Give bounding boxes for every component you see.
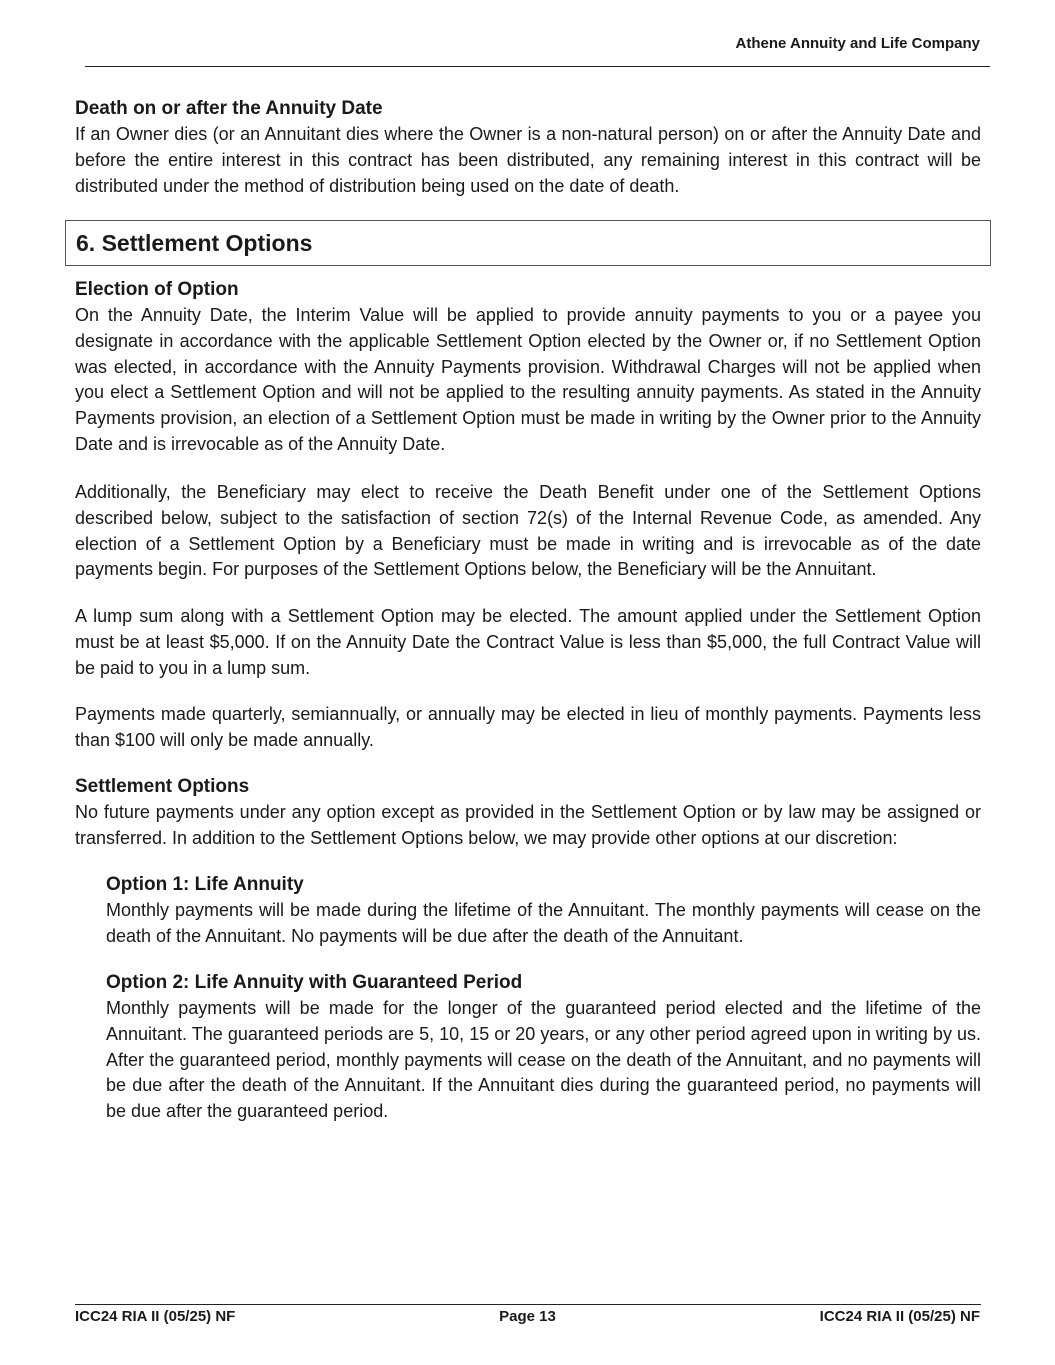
options-heading: Settlement Options [75, 776, 250, 797]
option-1-text: Monthly payments will be made during the lifetime of the Annuitant. The monthly payments will cease on the death of the Annuitant. No payments will be due after the death of the Annuitant. [106, 900, 981, 946]
option-2-text: Monthly payments will be made for the longer of the guaranteed period elected and the lifetime of the Annuitant. The guaranteed periods are 5, 10, 15 or 20 years, or any other period agreed upon in writing by us. After the guaranteed period, monthly payments will cease on the death of the Annuitant, and no payments will be due after the death of the Annuitant. If the Annuitant dies during the guaranteed period, no payments will be due after the guaranteed period. [106, 998, 981, 1122]
death-paragraph: If an Owner dies (or an Annuitant dies where the Owner is a non-natural person) on or after the Annuity Date and before the entire interest in this contract has been distributed, any remaining interest in this contract will be distributed under the method of distribution being used on the date of death. [75, 124, 981, 196]
header-divider [85, 66, 990, 67]
options-paragraph: No future payments under any option except as provided in the Settlement Option or by law may be assigned or transferred. In addition to the Settlement Options below, we may provide other options at our discretion: [75, 802, 981, 848]
election-paragraph-2: Additionally, the Beneficiary may elect to receive the Death Benefit under one of the Settlement Options described below, subject to the satisfaction of section 72(s) of the Internal Revenue Code, as amended. Any election of a Settlement Option by a Beneficiary must be made in writing and is irrevocable as of the date payments begin. For purposes of the Settlement Options below, the Beneficiary will be the Annuitant. [75, 482, 981, 580]
company-header: Athene Annuity and Life Company [735, 35, 980, 52]
death-heading: Death on or after the Annuity Date [75, 98, 383, 119]
election-paragraph-3: A lump sum along with a Settlement Option may be elected. The amount applied under the Settlement Option must be at least $5,000. If on the Annuity Date the Contract Value is less than $5,000, the full Contract Value will be paid to you in a lump sum. [75, 606, 981, 678]
option-1-heading: Option 1: Life Annuity [106, 874, 304, 895]
footer-page-number: Page 13 [499, 1308, 556, 1325]
section-title: 6. Settlement Options [76, 230, 313, 256]
election-paragraph-4: Payments made quarterly, semiannually, or annually may be elected in lieu of monthly payments. Payments less than $100 will only be made annually. [75, 704, 981, 750]
footer-divider [75, 1304, 981, 1305]
footer-form-right: ICC24 RIA II (05/25) NF [819, 1308, 980, 1325]
option-2-heading: Option 2: Life Annuity with Guaranteed Period [106, 972, 523, 993]
election-paragraph-1: On the Annuity Date, the Interim Value will be applied to provide annuity payments to you or a payee you designate in accordance with the applicable Settlement Option elected by the Owner or, if no Settlement Option was elected, in accordance with the Annuity Payments provision. Withdrawal Charges will not be applied when you elect a Settlement Option and will not be applied to the resulting annuity payments. As stated in the Annuity Payments provision, an election of a Settlement Option must be made in writing by the Owner prior to the Annuity Date and is irrevocable as of the Annuity Date. [75, 305, 981, 454]
footer-form-left: ICC24 RIA II (05/25) NF [75, 1308, 236, 1325]
section-title-box [65, 220, 991, 266]
election-heading: Election of Option [75, 279, 239, 300]
